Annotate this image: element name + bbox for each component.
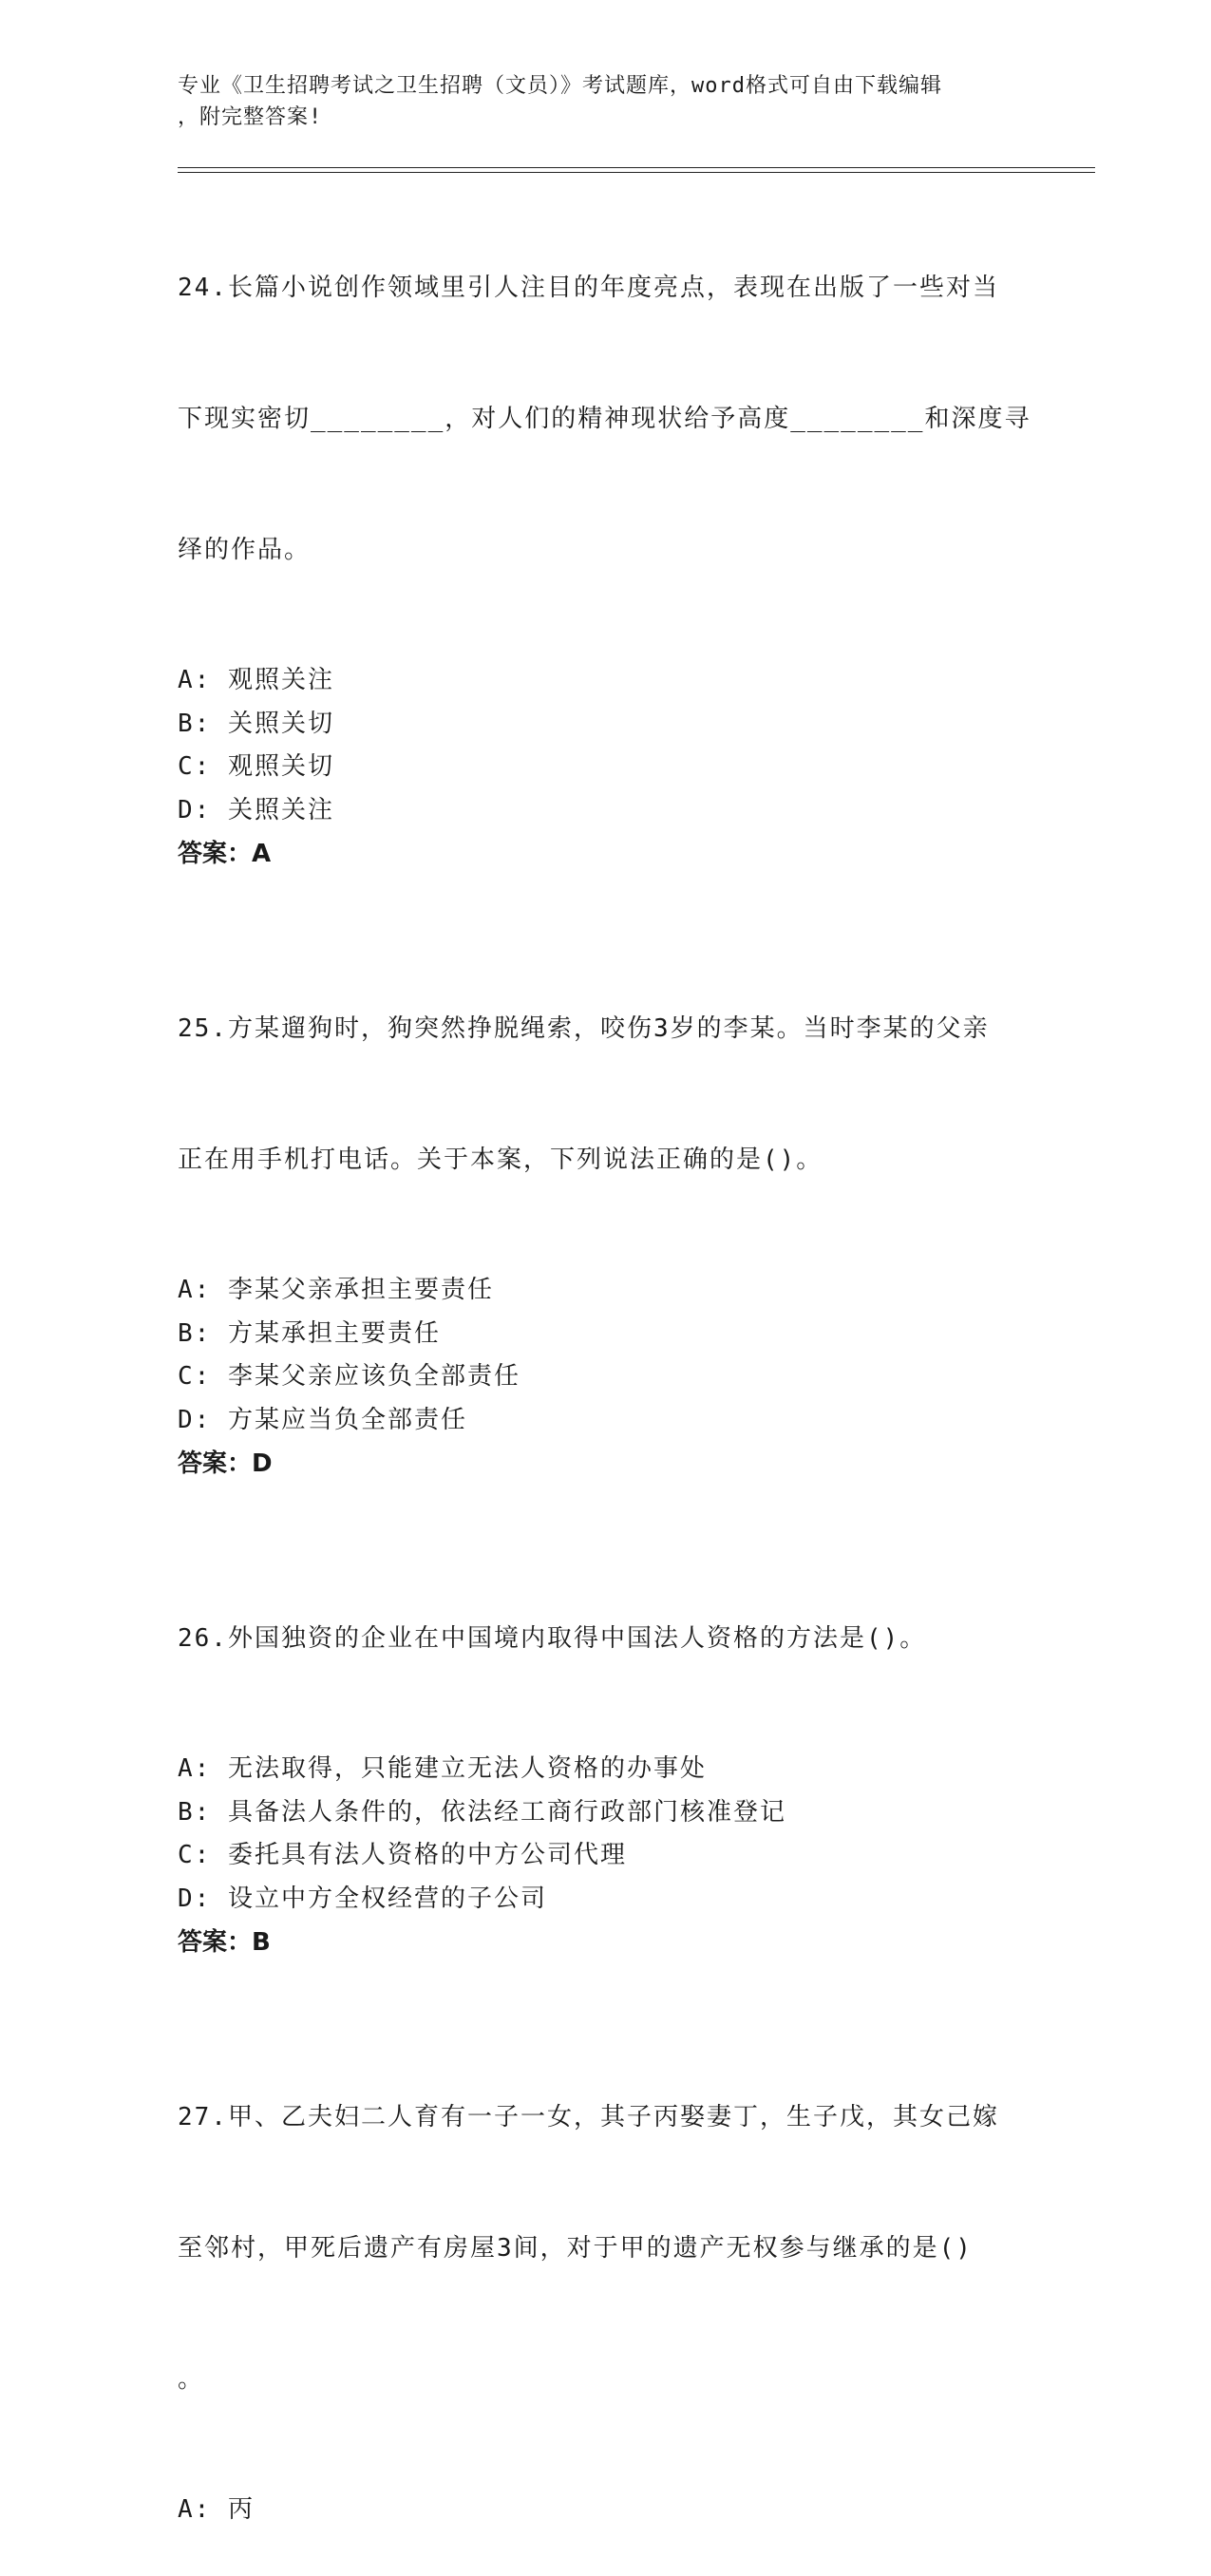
question-stem (178, 1529, 1032, 1748)
stem-line: 26.外国独资的企业在中国境内取得中国法人资格的方法是()。 (178, 1624, 927, 1653)
header-line-1: 专业《卫生招聘考试之卫生招聘（文员）》考试题库，word格式可自由下载编辑 (178, 74, 942, 98)
option-d: D: 关照关注 (178, 795, 334, 824)
answer-line: 答案：D (178, 1449, 273, 1478)
answer-line: 答案：A (178, 840, 272, 868)
question-stem (178, 2008, 1032, 2489)
question-stem (178, 919, 1032, 1269)
option-a: A: 丙 (178, 2495, 255, 2524)
option-c: C: 观照关切 (178, 752, 334, 781)
header-divider-bottom (178, 172, 1095, 173)
stem-line: 绎的作品。 (178, 536, 312, 564)
option-d: D: 设立中方全权经营的子公司 (178, 1884, 547, 1913)
option-b: B: 关照关切 (178, 709, 334, 738)
stem-line: 24.长篇小说创作领域里引人注目的年度亮点，表现在出版了一些对当 (178, 274, 999, 302)
stem-line: 25.方某遛狗时，狗突然挣脱绳索，咬伤3岁的李某。当时李某的父亲 (178, 1014, 990, 1043)
option-a: A: 观照关注 (178, 666, 334, 694)
stem-line: 。 (178, 2365, 205, 2394)
header-divider-top (178, 167, 1095, 168)
question-24 (178, 179, 1032, 876)
option-b: B: 具备法人条件的，依法经工商行政部门核准登记 (178, 1797, 786, 1827)
question-stem (178, 179, 1032, 659)
option-b: B: 方某承担主要责任 (178, 1318, 441, 1348)
question-26 (178, 1529, 1032, 1964)
question-list (178, 179, 1032, 2576)
option-d: D: 方某应当负全部责任 (178, 1405, 467, 1434)
header-line-2: ，附完整答案! (178, 105, 323, 129)
document-header (178, 70, 1013, 133)
question-27 (178, 2008, 1032, 2532)
stem-line: 27.甲、乙夫妇二人育有一子一女，其子丙娶妻丁，生子戊，其女己嫁 (178, 2103, 999, 2131)
question-25 (178, 919, 1032, 1486)
option-c: C: 委托具有法人资格的中方公司代理 (178, 1841, 627, 1869)
stem-line: 至邻村，甲死后遗产有房屋3间，对于甲的遗产无权参与继承的是() (178, 2234, 973, 2263)
stem-line: 正在用手机打电话。关于本案，下列说法正确的是()。 (178, 1146, 823, 1174)
option-a: A: 李某父亲承担主要责任 (178, 1276, 494, 1304)
stem-line: 下现实密切________，对人们的精神现状给予高度________和深度寻 (178, 405, 1031, 433)
option-a: A: 无法取得，只能建立无法人资格的办事处 (178, 1754, 707, 1783)
answer-line: 答案：B (178, 1928, 271, 1957)
option-c: C: 李某父亲应该负全部责任 (178, 1362, 520, 1391)
